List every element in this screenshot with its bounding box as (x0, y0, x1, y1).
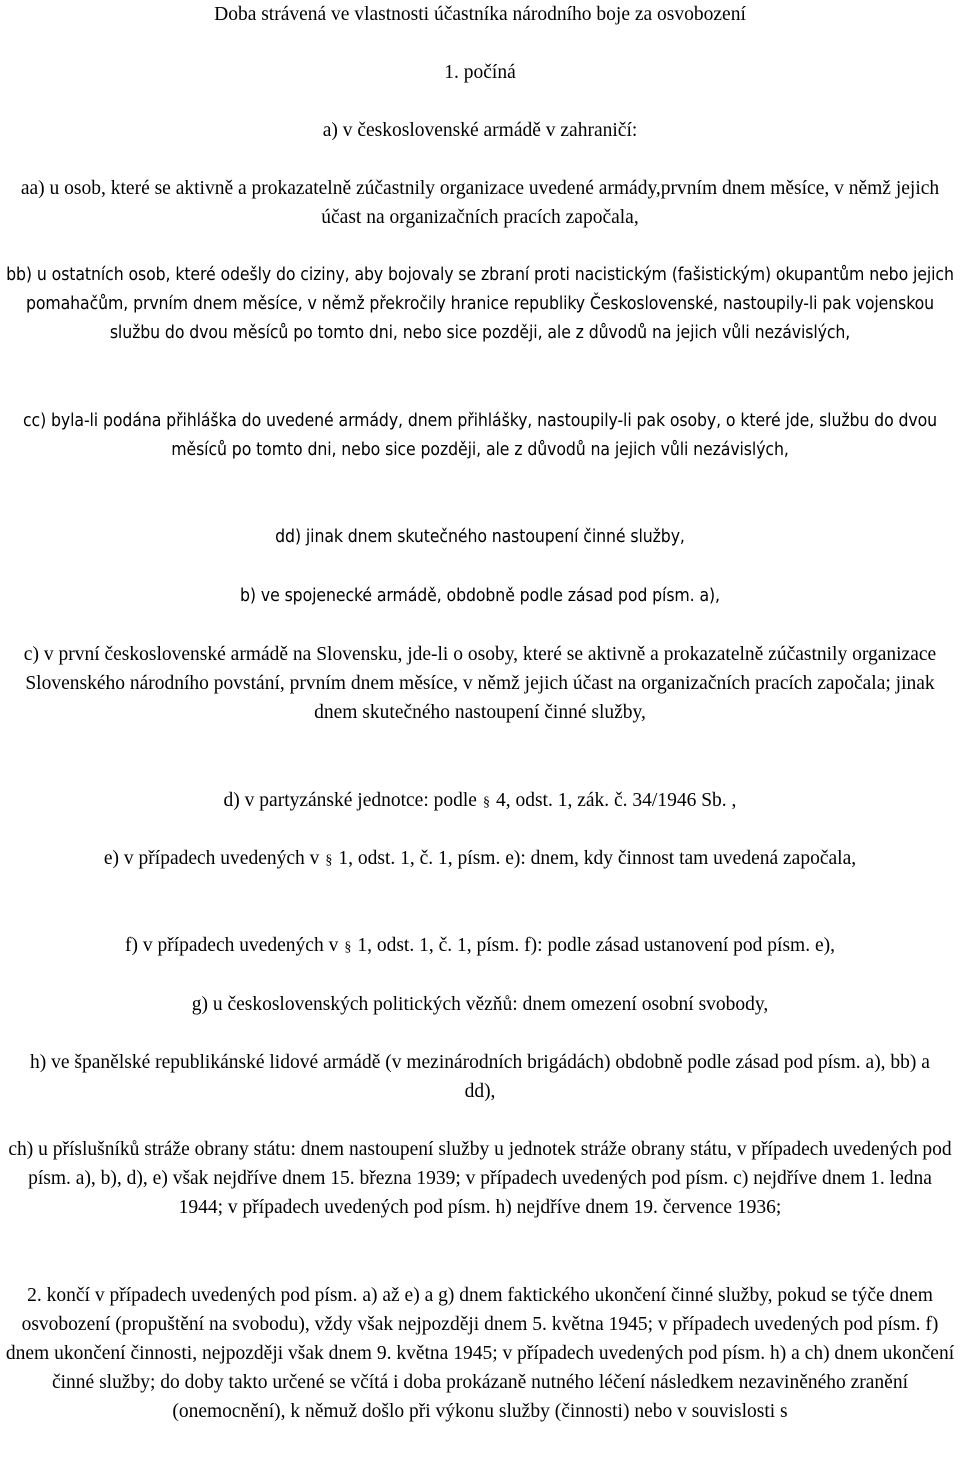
item-g: g) u československých politických vězňů: dnem omezení osobní svobody, (191, 994, 769, 1015)
item-ch: ch) u příslušníků stráže obrany státu: dnem nastoupení služby u jednotek stráže obrany státu, v případech uvedených pod písm. a), b), d), e) však nejdříve dnem 15. března 1939; v případech uvedených pod písm. c) nejdříve dnem 1. ledna 1944; v případech uvedených pod písm. h) nejdříve dnem 19. července 1936; (8, 1139, 952, 1218)
item-f-end: 1, odst. 1, č. 1, písm. f): podle zásad ustanovení pod písm. e), (357, 935, 836, 956)
paragraph-sign-icon: § (344, 940, 352, 955)
item-dd: dd) jinak dnem skutečného nastoupení činné služby, (275, 527, 685, 547)
section-2: 2. končí v případech uvedených pod písm. a) až e) a g) dnem faktického ukončení činné služby, pokud se týče dnem osvobození (propuštění na svobodu), vždy však nejpozději dnem 5. května 1945; v případech uvedených pod písm. f) dnem ukončení činnosti, nejpozději však dnem 9. května 1945; v případech uvedených pod písm. h) a ch) dnem ukončení činné služby; do doby takto určené se včítá i doba prokázaně nutného léčení následkem nezaviněného zranění (onemocnění), k němuž došlo při výkonu služby (činnosti) nebo v souvislosti s (5, 1285, 955, 1422)
item-d-end: 4, odst. 1, zák. č. 34/1946 Sb. , (495, 790, 737, 811)
item-c: c) v první československé armádě na Slovensku, jde-li o osoby, které se aktivně a prokazatelně zúčastnily organizace Slovenského národního povstání, prvním dnem měsíce, v němž jejich účast na organizačních pracích započala; jinak dnem skutečného nastoupení činné služby, (23, 644, 937, 723)
item-bb: bb) u ostatních osob, které odešly do ciziny, aby bojovaly se zbraní proti nacistickým (fašistickým) okupantům nebo jejich pomahačům, prvním dnem měsíce, v němž překročily hranice republiky Československé, nastoupily-li pak vojenskou službu do dvou měsíců po tomto dni, nebo sice později, ale z důvodů na jejich vůli nezávislých, (6, 265, 954, 343)
item-d (0, 786, 960, 817)
document-heading: Doba strávená ve vlastnosti účastníka národního boje za osvobození (214, 4, 746, 25)
item-cc: cc) byla-li podána přihláška do uvedené armády, dnem přihlášky, nastoupily-li pak osoby, o které jde, službu do dvou měsíců po tomto dni, nebo sice později, ale z důvodů na jejich vůli nezávislých, (22, 411, 938, 460)
item-b: b) ve spojenecké armádě, obdobně podle zásad pod písm. a), (240, 586, 720, 606)
item-aa: aa) u osob, které se aktivně a prokazatelně zúčastnily organizace uvedené armády,prvním dnem měsíce, v němž jejich účast na organizačních pracích započala, (20, 178, 940, 228)
section-1: 1. počíná (444, 62, 516, 83)
item-h: h) ve španělské republikánské lidové armádě (v mezinárodních brigádách) obdobně podle zásad pod písm. a), bb) a dd), (30, 1052, 930, 1102)
item-a: a) v československé armádě v zahraničí: (322, 120, 638, 141)
paragraph-sign-icon: § (482, 795, 490, 810)
item-f (0, 931, 960, 962)
item-e (0, 844, 960, 875)
item-d-start: d) v partyzánské jednotce: podle (223, 790, 477, 811)
item-f-start: f) v případech uvedených v (124, 935, 339, 956)
item-e-start: e) v případech uvedených v (103, 848, 320, 869)
item-e-end: 1, odst. 1, č. 1, písm. e): dnem, kdy činnost tam uvedená započala, (338, 848, 857, 869)
paragraph-sign-icon: § (325, 853, 333, 868)
